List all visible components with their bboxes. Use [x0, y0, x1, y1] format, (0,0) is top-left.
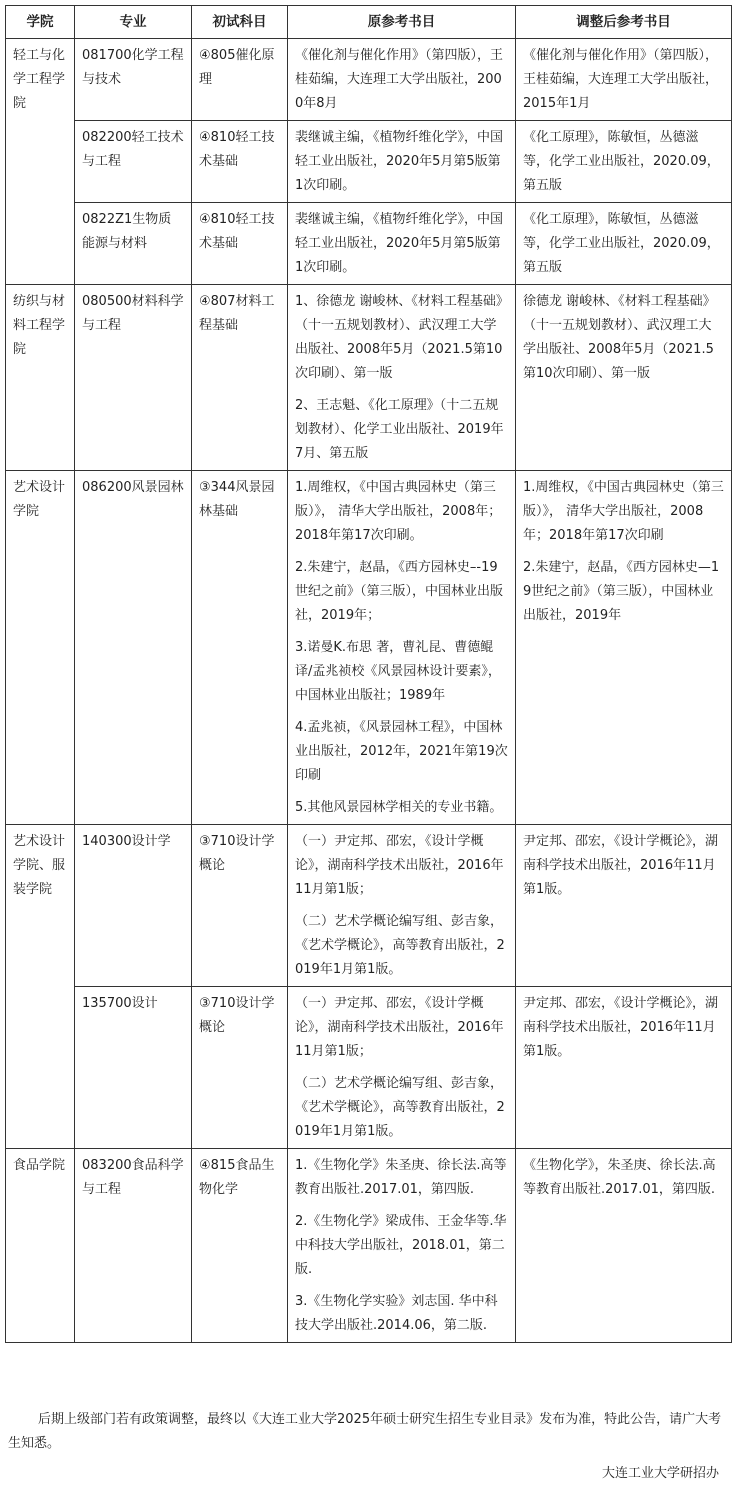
book-entry: 《化工原理》，陈敏恒，丛德滋等，化学工业出版社，2020.09，第五版 [523, 130, 720, 193]
book-entry: 《化工原理》，陈敏恒，丛德滋等，化学工业出版社，2020.09，第五版 [523, 212, 720, 275]
college-cell: 艺术设计学院 [6, 471, 75, 825]
major-cell: 140300设计学 [75, 825, 192, 987]
book-entry: 裴继诚主编，《植物纤维化学》，中国轻工业出版社，2020年5月第5版第1次印刷。 [295, 130, 504, 193]
book-entry: 《催化剂与催化作用》（第四版），王桂茹编，大连理工大学出版社，2015年1月 [523, 48, 719, 111]
table-row [6, 39, 732, 121]
book-entry: 徐德龙 谢峻林、《材料工程基础》（十一五规划教材）、武汉理工大学出版社、2008年5月（2021.5第10次印刷）、第一版 [523, 294, 716, 381]
major-cell: 083200食品科学与工程 [75, 1149, 192, 1343]
book-entry: 1.周维权，《中国古典园林史（第三版）》， 清华大学出版社，2008年；2018年第17次印刷。 [295, 480, 502, 543]
college-cell: 纺织与材料工程学院 [6, 285, 75, 471]
original-books-cell [288, 987, 516, 1149]
subject-cell: ④807材料工程基础 [192, 285, 288, 471]
table-row [6, 987, 732, 1149]
major-cell: 082200轻工技术与工程 [75, 121, 192, 203]
header-original-books: 原参考书目 [288, 6, 516, 39]
book-entry: 《催化剂与催化作用》（第四版），王桂茹编，大连理工大学出版社，2000年8月 [295, 48, 504, 111]
book-entry: 5.其他风景园林学相关的专业书籍。 [295, 800, 503, 815]
book-entry: （二）艺术学概论编写组、彭吉象，《艺术学概论》，高等教育出版社，2019年1月第1版。 [295, 914, 505, 977]
book-entry: 尹定邦、邵宏，《设计学概论》，湖南科学技术出版社，2016年11月第1版。 [523, 996, 719, 1059]
major-cell: 081700化学工程与技术 [75, 39, 192, 121]
book-entry: 尹定邦、邵宏，《设计学概论》，湖南科学技术出版社，2016年11月第1版。 [523, 834, 719, 897]
book-entry: 1.周维权，《中国古典园林史（第三版）》， 清华大学出版社，2008年；2018年第17次印刷 [523, 480, 724, 543]
header-subject: 初试科目 [192, 6, 288, 39]
book-entry: （二）艺术学概论编写组、彭吉象，《艺术学概论》，高等教育出版社，2019年1月第1版。 [295, 1076, 505, 1139]
book-entry: 2.《生物化学》梁成伟、王金华等.华中科技大学出版社，2018.01，第二版. [295, 1214, 507, 1277]
adjusted-books-cell [516, 285, 732, 471]
book-entry: 1.《生物化学》朱圣庚、徐长法.高等教育出版社.2017.01，第四版. [295, 1158, 507, 1197]
subject-cell: ③344风景园林基础 [192, 471, 288, 825]
college-cell: 食品学院 [6, 1149, 75, 1343]
college-cell: 艺术设计学院、服装学院 [6, 825, 75, 1149]
book-entry: （一）尹定邦、邵宏，《设计学概论》，湖南科学技术出版社，2016年11月第1版； [295, 834, 504, 897]
adjusted-books-cell [516, 1149, 732, 1343]
header-college: 学院 [6, 6, 75, 39]
original-books-cell [288, 39, 516, 121]
table-row [6, 825, 732, 987]
adjusted-books-cell [516, 471, 732, 825]
header-adjusted-books: 调整后参考书目 [516, 6, 732, 39]
book-entry: 《生物化学》，朱圣庚、徐长法.高等教育出版社.2017.01，第四版. [523, 1158, 716, 1197]
major-cell: 135700设计 [75, 987, 192, 1149]
original-books-cell [288, 1149, 516, 1343]
adjusted-books-cell [516, 203, 732, 285]
book-entry: 2.朱建宁，赵晶，《西方园林史–-19世纪之前》（第三版），中国林业出版社，2019年； [295, 560, 504, 623]
table-row [6, 471, 732, 825]
subject-cell: ④810轻工技术基础 [192, 203, 288, 285]
original-books-cell [288, 203, 516, 285]
original-books-cell [288, 285, 516, 471]
book-entry: 4.孟兆祯，《风景园林工程》，中国林业出版社，2012年，2021年第19次印刷 [295, 720, 508, 783]
book-entry: 1、徐德龙 谢峻林、《材料工程基础》（十一五规划教材）、武汉理工大学出版社、2008年5月（2021.5第10次印刷）、第一版 [295, 294, 503, 381]
adjusted-books-cell [516, 825, 732, 987]
original-books-cell [288, 471, 516, 825]
policy-notice: 后期上级部门若有政策调整，最终以《大连工业大学2025年硕士研究生招生专业目录》发布为准，特此公告，请广大考生知悉。 [8, 1412, 722, 1451]
original-books-cell [288, 121, 516, 203]
book-entry: 3.《生物化学实验》刘志国. 华中科技大学出版社.2014.06，第二版. [295, 1294, 498, 1333]
subject-cell: ④815食品生物化学 [192, 1149, 288, 1343]
book-entry: 2.朱建宁，赵晶，《西方园林史—19世纪之前》（第三版），中国林业出版社，2019年 [523, 560, 720, 623]
subject-cell: ④805催化原理 [192, 39, 288, 121]
major-cell: 086200风景园林 [75, 471, 192, 825]
college-cell: 轻工与化学工程学院 [6, 39, 75, 285]
adjusted-books-cell [516, 121, 732, 203]
major-cell: 080500材料科学与工程 [75, 285, 192, 471]
book-entry: （一）尹定邦、邵宏，《设计学概论》，湖南科学技术出版社，2016年11月第1版； [295, 996, 504, 1059]
subject-cell: ③710设计学概论 [192, 825, 288, 987]
adjusted-books-cell [516, 39, 732, 121]
subject-cell: ④810轻工技术基础 [192, 121, 288, 203]
table-header-row [6, 6, 732, 39]
book-entry: 2、王志魁、《化工原理》（十二五规划教材）、化学工业出版社、2019年7月、第五版 [295, 398, 504, 461]
book-entry: 裴继诚主编，《植物纤维化学》，中国轻工业出版社，2020年5月第5版第1次印刷。 [295, 212, 504, 275]
table-row [6, 203, 732, 285]
office-signature: 大连工业大学研招办 [601, 1466, 719, 1481]
original-books-cell [288, 825, 516, 987]
table-row [6, 285, 732, 471]
table-row [6, 1149, 732, 1343]
table-row [6, 121, 732, 203]
subject-cell: ③710设计学概论 [192, 987, 288, 1149]
book-entry: 3.诺曼K.布思 著，曹礼昆、曹德鲲 译/孟兆祯校《风景园林设计要素》，中国林业出版社；1989年 [295, 640, 501, 703]
major-cell: 0822Z1生物质能源与材料 [75, 203, 192, 285]
adjusted-books-cell [516, 987, 732, 1149]
header-major: 专业 [75, 6, 192, 39]
reference-book-table [5, 5, 732, 1343]
